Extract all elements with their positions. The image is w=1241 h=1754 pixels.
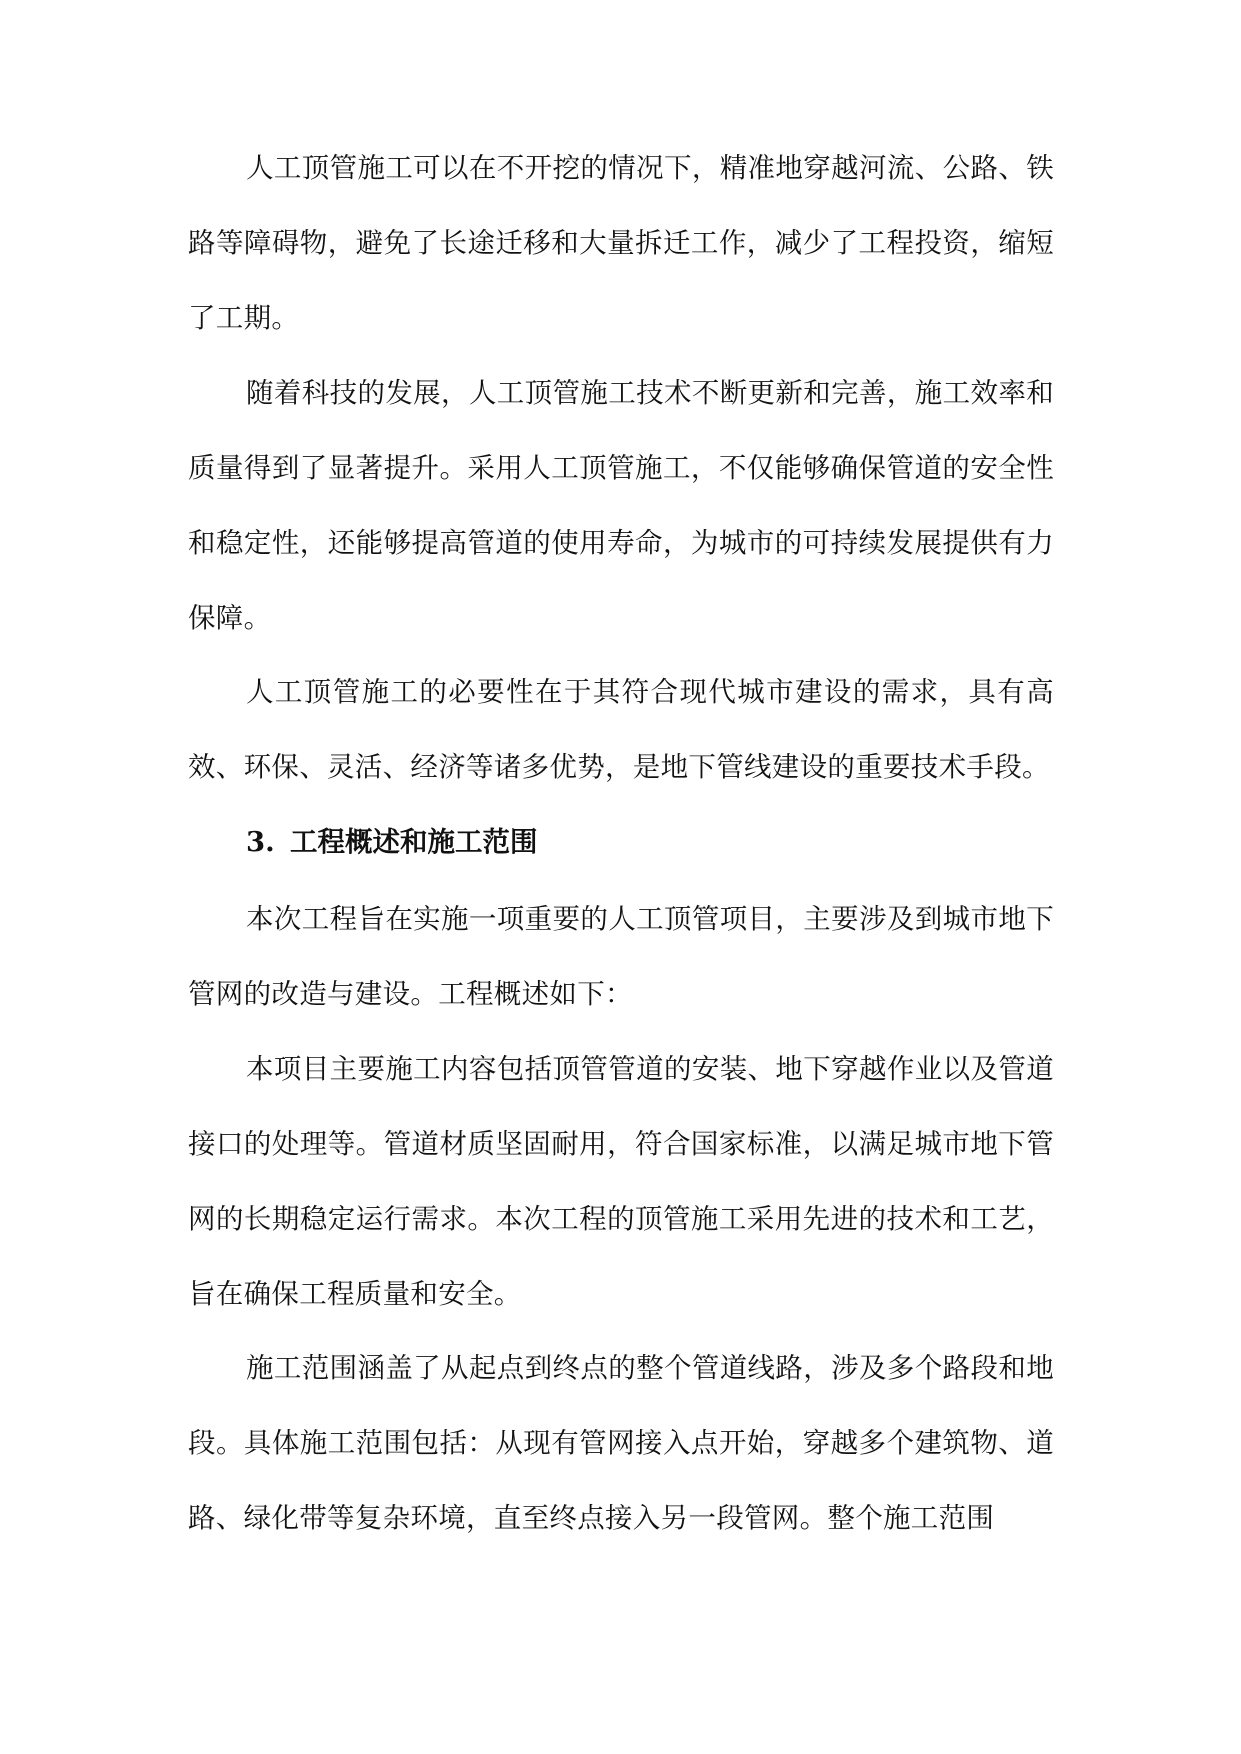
paragraph-project-content: 本项目主要施工内容包括顶管管道的安装、地下穿越作业以及管道接口的处理等。管道材质坚固耐用，符合国家标准，以满足城市地下管网的长期稳定运行需求。本次工程的顶管施工采用先进的技术和工艺，旨在确保工程质量和安全。 — [188, 1053, 1054, 1310]
paragraph-project-intro: 本次工程旨在实施一项重要的人工顶管项目，主要涉及到城市地下管网的改造与建设。工程概述如下： — [188, 903, 1054, 1010]
paragraph-advantages: 人工顶管施工可以在不开挖的情况下，精准地穿越河流、公路、铁路等障碍物，避免了长途迁移和大量拆迁工作，减少了工程投资，缩短了工期。 — [188, 152, 1054, 334]
paragraph-technology-development: 随着科技的发展，人工顶管施工技术不断更新和完善，施工效率和质量得到了显著提升。采用人工顶管施工，不仅能够确保管道的安全性和稳定性，还能够提高管道的使用寿命，为城市的可持续发展提供有力保障。 — [188, 377, 1054, 634]
section-title: 工程概述和施工范围 — [290, 826, 538, 858]
paragraph-construction-scope: 施工范围涵盖了从起点到终点的整个管道线路，涉及多个路段和地段。具体施工范围包括：从现有管网接入点开始，穿越多个建筑物、道路、绿化带等复杂环境，直至终点接入另一段管网。整个施工范围 — [188, 1352, 1054, 1534]
section-number: 3. — [246, 826, 275, 858]
section-heading — [246, 822, 538, 862]
paragraph-necessity: 人工顶管施工的必要性在于其符合现代城市建设的需求，具有高效、环保、灵活、经济等诸多优势，是地下管线建设的重要技术手段。 — [188, 676, 1054, 783]
